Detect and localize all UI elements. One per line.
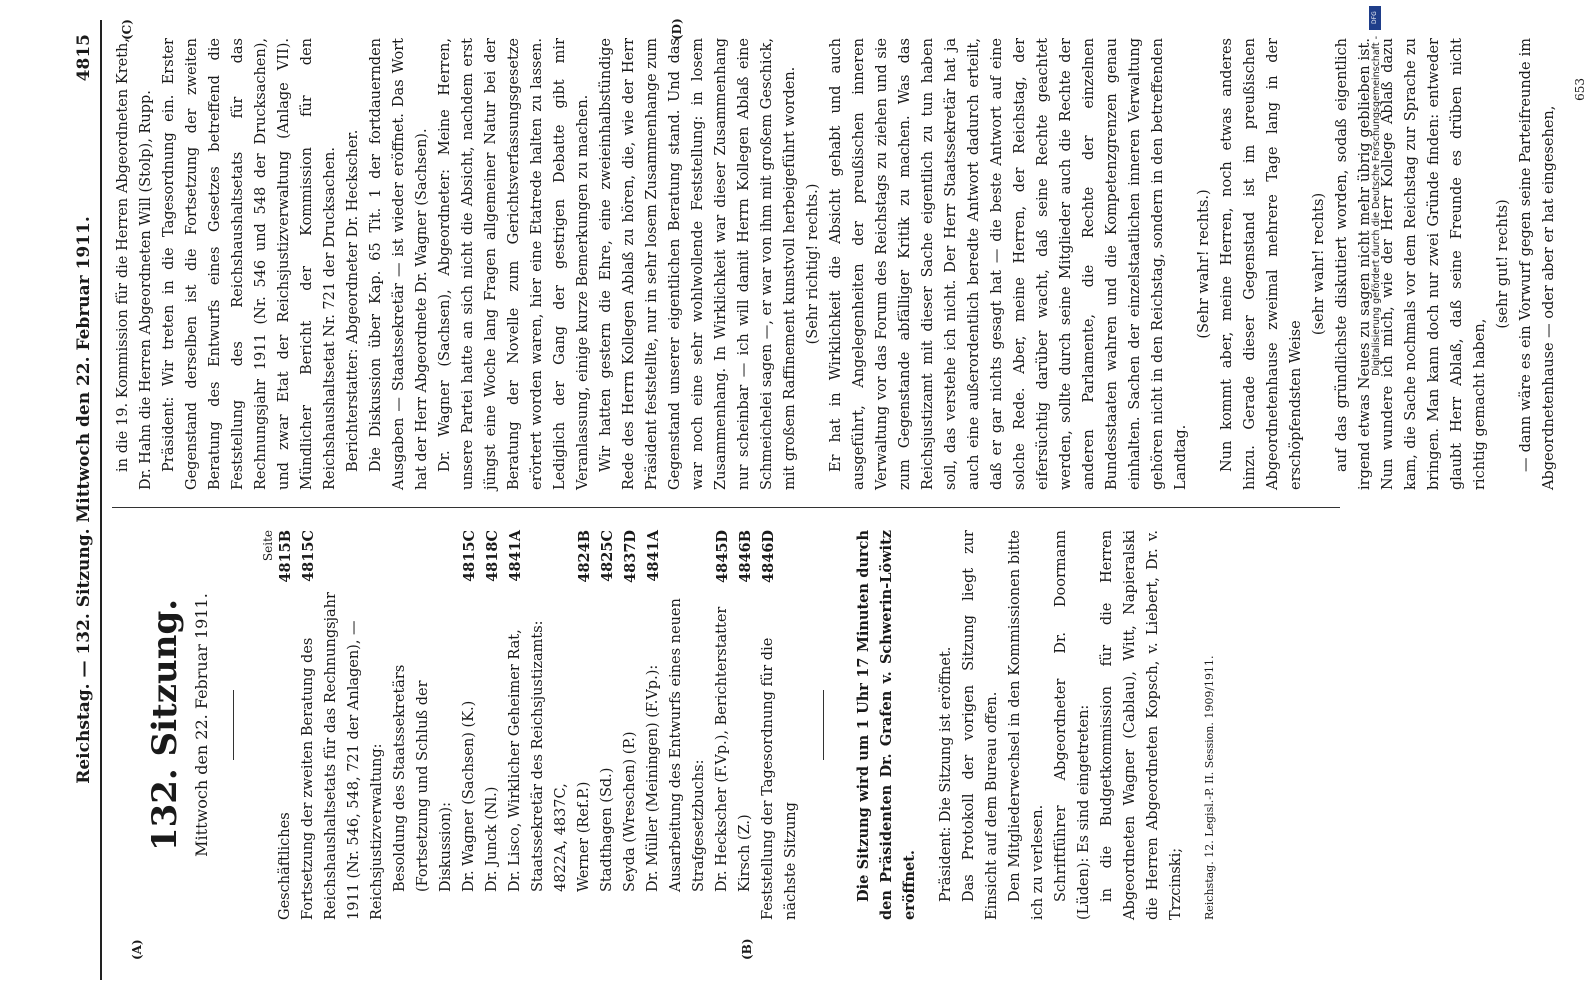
toc-entry [297,530,389,920]
toc-entry-text: Ausarbeitung des Entwurfs eines neuen Strafgesetzbuchs: [668,598,707,892]
toc-entry [389,530,458,920]
column-divider [112,507,1340,508]
header-title: Reichstag. — 132. Sitzung. Mittwoch den 22. Februar 1911. [74,216,94,784]
toc-rule [823,690,824,760]
toc-entry-page: 4825C [599,530,616,582]
toc-entry-text: Dr. Heckscher (F.Vp.), Berichterstatter [714,606,730,892]
toc-entry-page [665,530,711,586]
toc-entry-text: Besoldung des Staatssekretärs (Fortsetzung und Schluß der Diskussion): [392,664,454,892]
budget-commission-paragraph: in die Budgetkommission für die Herren Abgeordneten Wagner (Cablau), Witt, Napieralski die Herren Abgeordneten Kopsch, v. Liebert, Dr. v. Trzcinski; [1099,530,1184,920]
toc-entry-text: Dr. Wagner (Sachsen) (K.) [461,700,477,892]
left-column [112,530,1340,920]
speech-paragraph: Er hat in Wirklichkeit die Absicht gehabt und auch ausgeführt, Angelegenheiten der preußischen inneren Verwaltung vor das Forum des Reichstags zu ziehen und sie zum Gegenstande abfälliger Kritik zu machen. Was das Reichsjustizamt mit dieser Sache eigentlich zu tun haben soll, das verstehe ich nicht. Der Herr Staatssekretär hat ja auch eine außerordentlich beredte Antwort dadurch erteilt, daß er gar nichts gesagt hat — die beste Antwort auf eine solche Rede. Aber, meine Herren, der Reichstag, der eifersüchtig darüber wacht, daß seine Rechte geachtet werden, sollte durch seine Mitglieder auch die Rechte der anderen Parlamente, die Rechte der einzelnen Bundesstaaten wahren und die Kompetenzgrenzen genau einhalten. Sachen der einzelstaatlichen inneren Verwaltung gehören nicht in den Reichstag, sondern in den betreffenden Landtag. [828,38,1189,490]
toc-entry-page: 4846D [760,530,777,583]
speech-paragraph: Dr. Wagner (Sachsen), Abgeordneter: Meine Herren, unsere Partei hatte an sich nicht die Absicht, nachdem erst jüngst eine Woche lang Fragen allgemeiner Natur bei der Beratung der Novelle zum Gerichtsverfassungsgesetze erörtert worden waren, hier eine Etatrede halten zu lassen. Lediglich der Gang der gestrigen Debatte gibt mir Veranlassung, einige kurze Bemerkungen zu machen. [437,38,591,490]
toc-entry [274,530,297,920]
toc-entry-text: Feststellung der Tagesordnung für die nächste Sitzung [760,637,799,920]
interjection: (Sehr wahr! rechts.) [1196,189,1212,339]
toc-entry-text: Dr. Müller (Meiningen) (F.Vp.): [645,664,661,892]
table-of-contents [274,530,803,920]
speech-paragraph: in die 19. Kommission für die Herren Abgeordneten Kreth, Dr. Hahn die Herren Abgeordneten Will (Stolp), Rupp. [115,38,154,490]
toc-entry-page: 4818C [484,530,501,582]
toc-entry-page: 4815C [300,530,317,582]
interjection: (Sehr richtig! rechts.) [805,183,821,345]
session-date: Mittwoch den 22. Februar 1911. [192,593,211,857]
speech-paragraph: Präsident: Wir treten in die Tagesordnung ein. Erster Gegenstand derselben ist die Fortsetzung der zweiten Beratung des Entwurfs eines Gesetzes betreffend die Feststellung des Reichshaushaltsetats für das Rechnungsjahr 1911 (Nr. 546 und 548 der Drucksachen), und zwar Etat der Reichsjustizverwaltung (Anlage VII). Mündlicher Bericht der Kommission für den Reichshaushaltsetat Nr. 721 der Drucksachen. [161,38,338,490]
toc-entry-page: 4837D [622,530,639,583]
margin-mark-b: (B) [740,938,754,960]
toc-entry-text: Seyda (Wreschen) (P.) [622,731,638,892]
toc-entry-text: Dr. Junck (Nl.) [484,786,500,892]
margin-mark-d: (D) [670,18,684,40]
dfg-logo: DFG [1369,6,1381,30]
toc-entry-text: Stadthagen (Sd.) [599,767,615,892]
toc-entry-text: Geschäftliches [277,812,293,920]
speech-paragraph: auf das gründlichste diskutiert worden, sodaß eigentlich irgend etwas Neues zu sagen nicht mehr übrig geblieben ist. Nun wundere ich mich, wie der Herr Kollege Ablaß dazu kam, die Sache nochmals vor dem Reichstag zur Sprache zu bringen. Man kann doch nur zwei Gründe finden: entweder glaubt Herr Ablaß, daß seine Freunde es drüben nicht richtig gemacht haben, [1334,38,1488,490]
speech-paragraph: — dann wäre es ein Vorwurf gegen seine Parteifreunde im Abgeordnetenhause — oder aber er hat eingesehen, [1518,38,1557,490]
toc-entry-page: 4815B [277,530,294,583]
speech-paragraph: Berichterstatter: Abgeordneter Dr. Heckscher. [345,129,361,472]
toc-entry-text: Kirsch (Z.) [737,814,753,892]
toc-entry-text: Fortsetzung der zweiten Beratung des Reichshaushaltsetats für das Rechnungsjahr 1911 (Nr. 546, 548, 721 der Anlagen), — Reichsjustizverwaltung: [300,592,385,920]
commission-paragraph: Den Mitgliederwechsel in den Kommissionen bitte ich zu verlesen. [1007,530,1046,920]
toc-entry-text: Werner (Ref.P.) [576,781,592,892]
interjection: (sehr wahr! rechts) [1311,192,1327,336]
interjection: (sehr gut! rechts) [1495,199,1511,329]
toc-entry-page: 4845D [714,530,731,583]
toc-entry [665,530,711,920]
toc-entry [573,530,596,920]
toc-entry-page: 4815C [461,530,478,582]
toc-entry [504,530,573,920]
margin-mark-a: (A) [130,939,144,960]
speech-paragraph: Die Diskussion über Kap. 65 Tit. 1 der fortdauernden Ausgaben — Staatssekretär — ist wieder eröffnet. Das Wort hat der Herr Abgeordnete Dr. Wagner (Sachsen). [368,38,430,490]
toc-entry-page: 4841A [507,530,524,582]
toc-entry-page [389,530,458,586]
president-paragraph: Präsident: Die Sitzung ist eröffnet. [938,646,954,902]
digitization-credit: Digitalisierung gefördert durch die Deutsche Forschungsgemeinschaft - [1371,36,1382,376]
toc-entry [642,530,665,920]
toc-entry [596,530,619,920]
title-rule [233,690,234,760]
toc-entry [458,530,481,920]
toc-entry-text: Dr. Lisco, Wirklicher Geheimer Rat, Staatssekretär des Reichsjustizamts: 4822A, 4837C, [507,620,569,892]
toc-entry-page: 4846B [737,530,754,583]
toc-entry [734,530,757,920]
margin-mark-c: (C) [120,19,134,40]
speech-paragraph: Wir hatten gestern die Ehre, eine zweieinhalbstündige Rede des Herrn Kollegen Ablaß zu hören, die, wie der Herr Präsident feststellte, nur in sehr losem Zusammenhange zum Gegenstand unserer eigentlichen Beratung stand. Und das war noch eine sehr wohlwollende Feststellung: in losem Zusammenhang. In Wirklichkeit war dieser Zusammenhang nur scheinbar — ich will damit Herrn Kollegen Ablaß eine Schmeichelei sagen —, er war von ihm mit großem Geschick, mit großem Raffinement kunstvoll herbeigeführt worden. [598,37,798,490]
toc-entry [757,530,803,920]
session-title: 132. Sitzung. [145,598,185,852]
header-page-number: 4815 [74,34,94,82]
protocol-paragraph: Das Protokoll der vorigen Sitzung liegt zur Einsicht auf dem Bureau offen. [961,530,1000,920]
session-footer: Reichstag. 12. Legisl.-P. II. Session. 1909/1911. [1203,655,1216,920]
toc-entry [619,530,642,920]
speech-paragraph: Nun kommt aber, meine Herren, noch etwas anderes hinzu. Gerade dieser Gegenstand ist im preußischen Abgeordnetenhause zweimal mehrere Tage lang in der erschöpfendsten Weise [1219,38,1304,490]
seite-label: Seite [261,530,275,562]
running-header [60,20,102,980]
opening-paragraph: Die Sitzung wird um 1 Uhr 17 Minuten durch den Präsidenten Dr. Grafen v. Schwerin-Löwitz eröffnet. [855,530,918,920]
toc-entry-page: 4824B [576,530,593,583]
toc-entry [711,530,734,920]
signature-number: 653 [1573,78,1587,101]
toc-entry-page: 4841A [645,530,662,582]
speech-text [112,38,1561,490]
secretary-paragraph: Schriftführer Abgeordneter Dr. Doormann (Lüden): Es sind eingetreten: [1053,530,1092,920]
toc-entry [481,530,504,920]
